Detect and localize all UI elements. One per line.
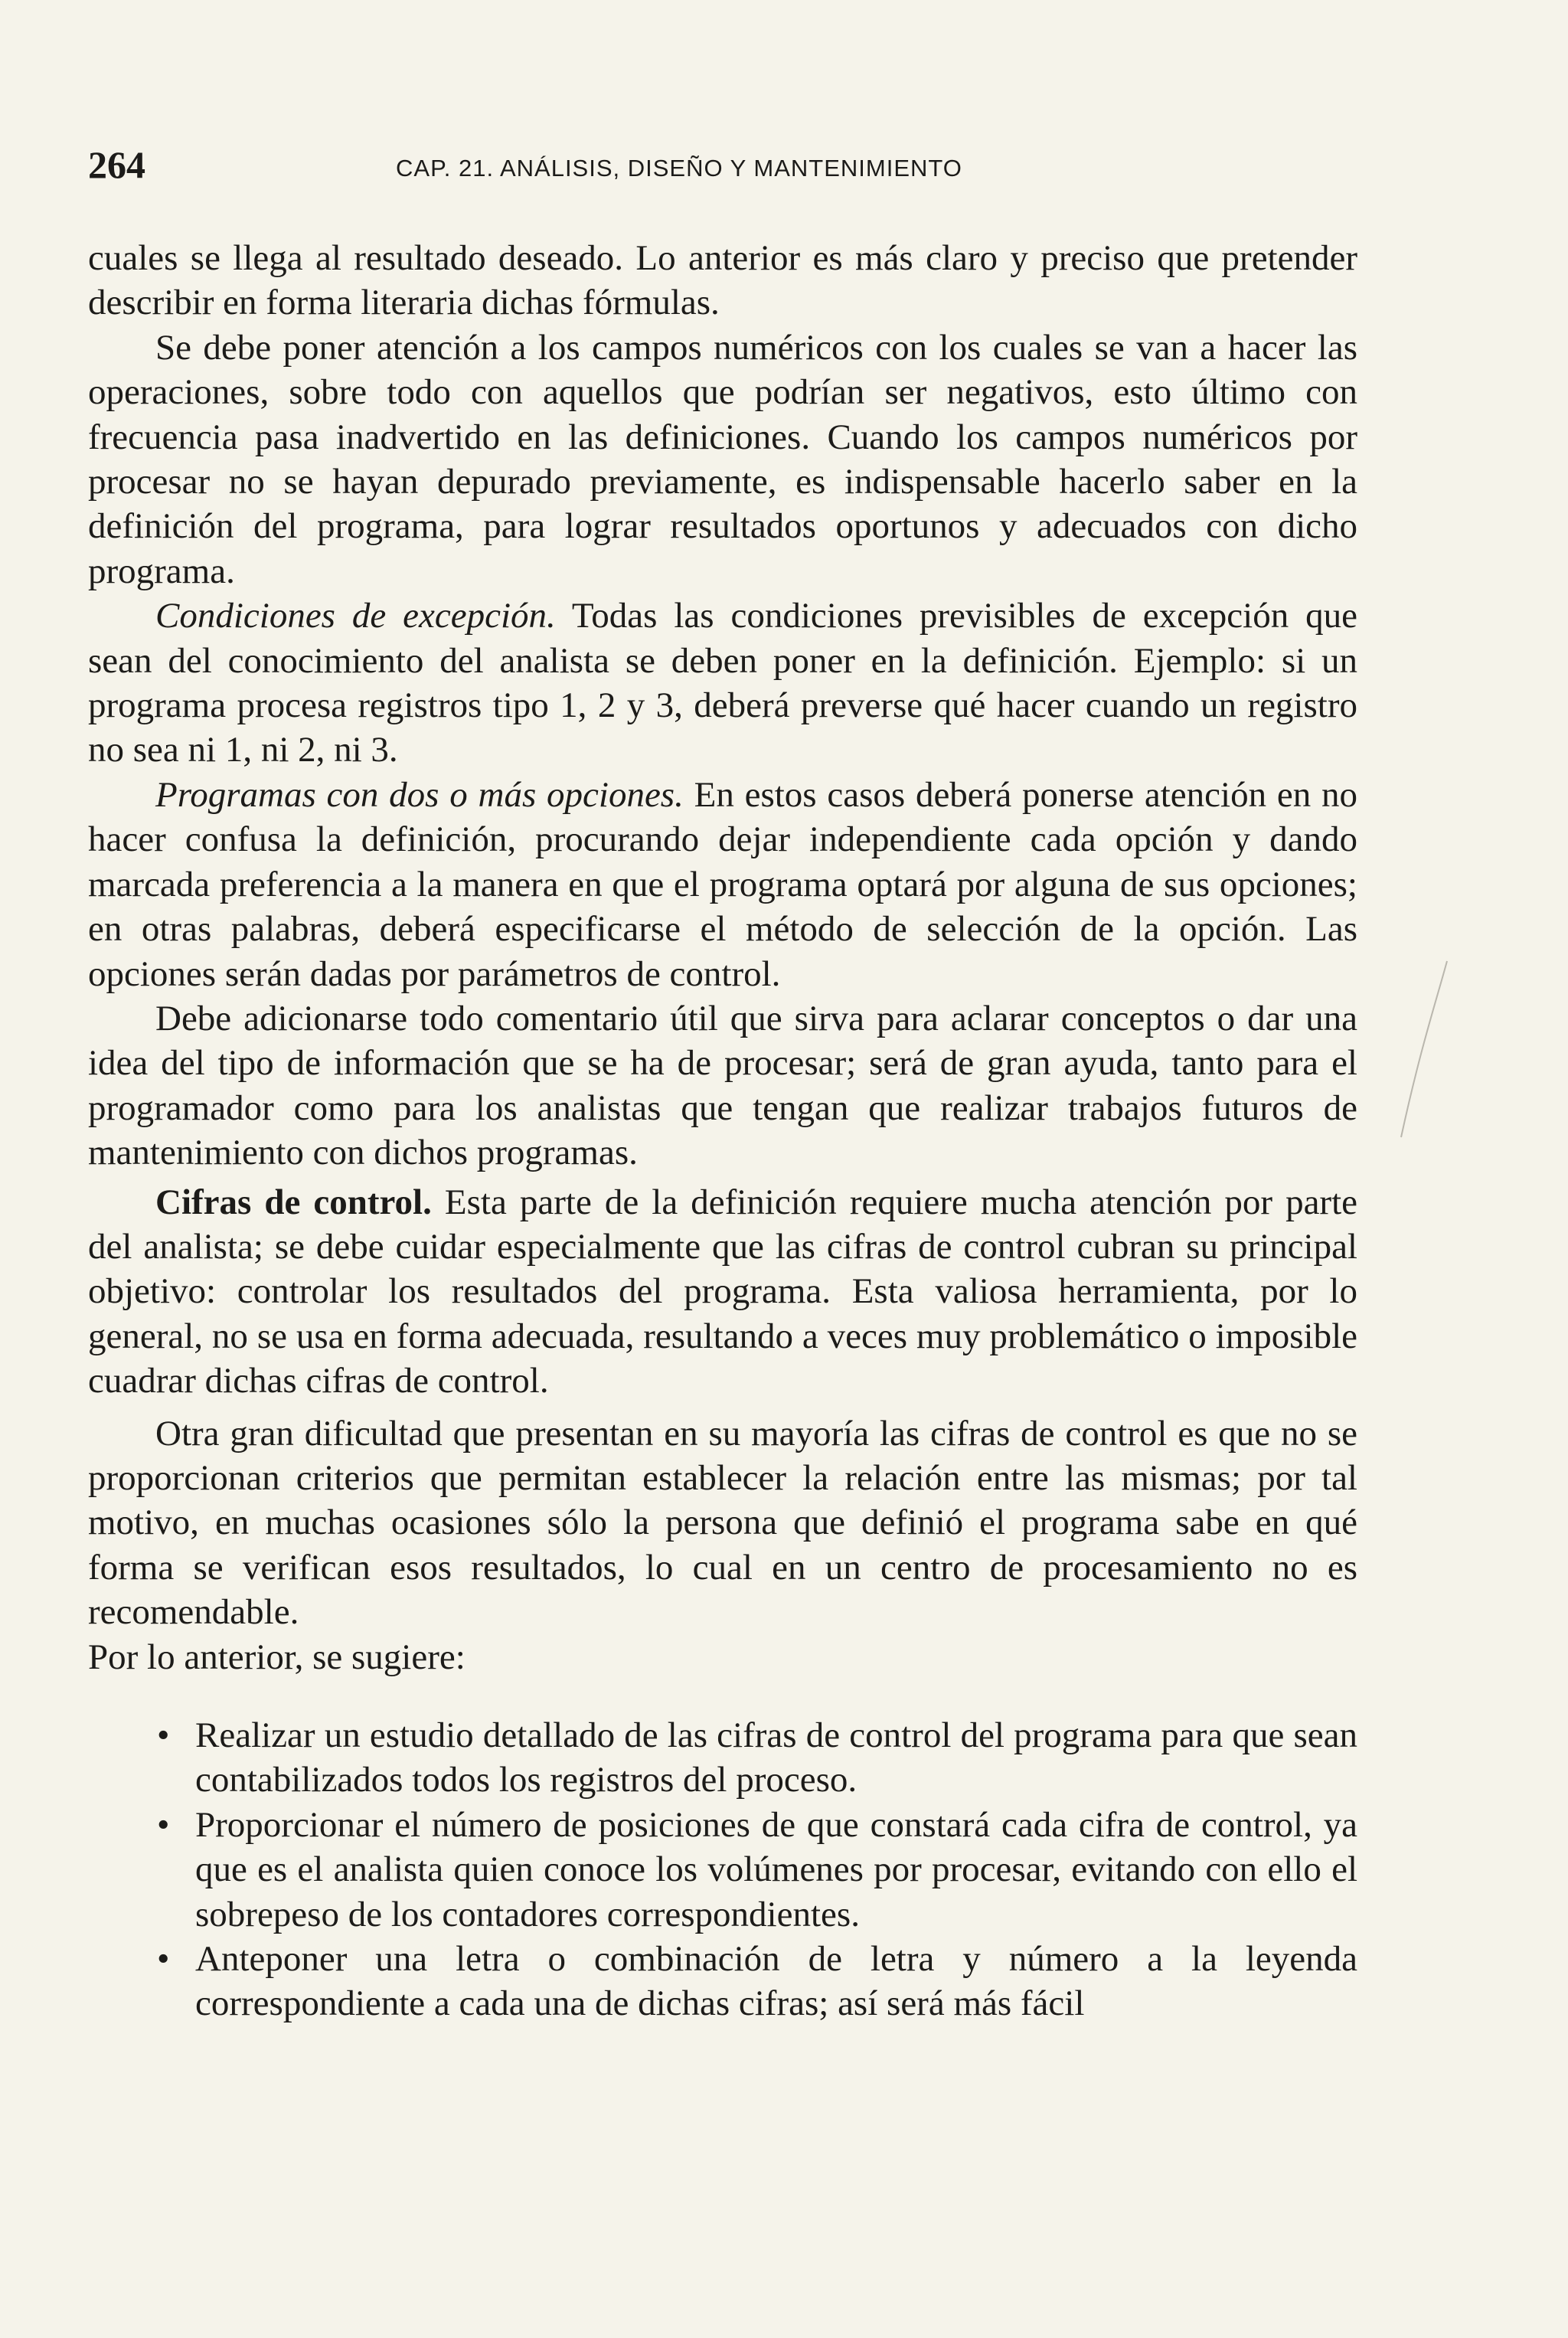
paragraph-text: Esta parte de la definición requiere mucha atención por parte del analista; se debe cuidar especialmente que las cifras de control cubran su principal objetivo: controlar los resultados del programa. Esta valiosa herramienta, por lo general, no se usa en forma adecuada, resultando a veces muy problemático o imposible cuadrar dichas cifras de control. — [88, 1182, 1357, 1401]
paragraph-control-figures — [88, 1180, 1357, 1404]
paragraph-difficulty: Otra gran dificultad que presentan en su mayoría las cifras de control es que no se proporcionan criterios que permitan establecer la relación entre las mismas; por tal motivo, en muchas ocasiones sólo la persona que definió el programa sabe en qué forma se verifican esos resultados, lo cual en un centro de procesamiento no es recomendable. — [88, 1413, 1357, 1633]
body-text — [88, 236, 1357, 2026]
paragraph-lead-italic: Condiciones de excepción. — [155, 596, 556, 636]
paragraph-comments: Debe adicionarse todo comentario útil que sirva para aclarar conceptos o dar una idea del tipo de información que se ha de procesar; será de gran ayuda, tanto para el programador como para los analistas que tengan que realizar trabajos futuros de mantenimiento con dichos programas. — [88, 998, 1357, 1173]
suggestion-list — [88, 1713, 1357, 2026]
list-item — [88, 1713, 1357, 1803]
list-item-text: Anteponer una letra o combinación de letra y número a la leyenda correspondiente a cada una de dichas cifras; así será más fácil — [195, 1939, 1357, 2024]
paragraph-suggestion-intro: Por lo anterior, se sugiere: — [88, 1637, 466, 1677]
paragraph-text: Todas las condiciones previsibles de excepción que sean del conocimiento del analista se deben poner en la definición. Ejemplo: si un programa procesa registros tipo 1, 2 y 3, deberá preverse qué hacer cuando un registro no sea ni 1, ni 2, ni 3. — [88, 596, 1358, 770]
list-item — [88, 1937, 1357, 2026]
page-header — [88, 138, 1382, 191]
paragraph-lead-italic: Programas con dos o más opciones. — [155, 774, 684, 815]
paragraph-text: En estos casos deberá ponerse atención en no hacer confusa la definición, procurando dejar independiente cada opción y dando marcada preferencia a la manera en que el programa optará por alguna de sus opciones; en otras palabras, deberá especificarse el método de selección de la opción. Las opciones serán dadas por parámetros de control. — [88, 774, 1357, 994]
paragraph-exception-conditions — [88, 593, 1357, 773]
paragraph-multiple-options — [88, 773, 1357, 996]
paragraph-numeric-fields: Se debe poner atención a los campos numéricos con los cuales se van a hacer las operaciones, sobre todo con aquellos que podrían ser negativos, esto último con frecuencia pasa inadvertido en las definiciones. Cuando los campos numéricos por procesar no se hayan depurado previamente, es indispensable hacerlo saber en la definición del programa, para lograr resultados oportunos y adecuados con dicho programa. — [88, 327, 1357, 591]
bullet-icon: • — [157, 1804, 170, 1845]
running-head: CAP. 21. ANÁLISIS, DISEÑO Y MANTENIMIENTO — [396, 155, 962, 181]
bullet-icon: • — [157, 1715, 170, 1755]
list-item-text: Realizar un estudio detallado de las cifras de control del programa para que sean contabilizados todos los registros del proceso. — [195, 1715, 1357, 1800]
paragraph-lead-bold: Cifras de control. — [155, 1182, 432, 1222]
paragraph-continuation: cuales se llega al resultado deseado. Lo anterior es más claro y preciso que pretender describir en forma literaria dichas fórmulas. — [88, 238, 1357, 323]
list-item — [88, 1803, 1357, 1937]
list-item-text: Proporcionar el número de posiciones de que constará cada cifra de control, ya que es el analista quien conoce los volúmenes por procesar, evitando con ello el sobrepeso de los contadores correspondientes. — [195, 1804, 1357, 1934]
page-number: 264 — [88, 143, 145, 186]
bullet-icon: • — [157, 1939, 170, 1980]
pencil-mark — [1393, 957, 1455, 1141]
